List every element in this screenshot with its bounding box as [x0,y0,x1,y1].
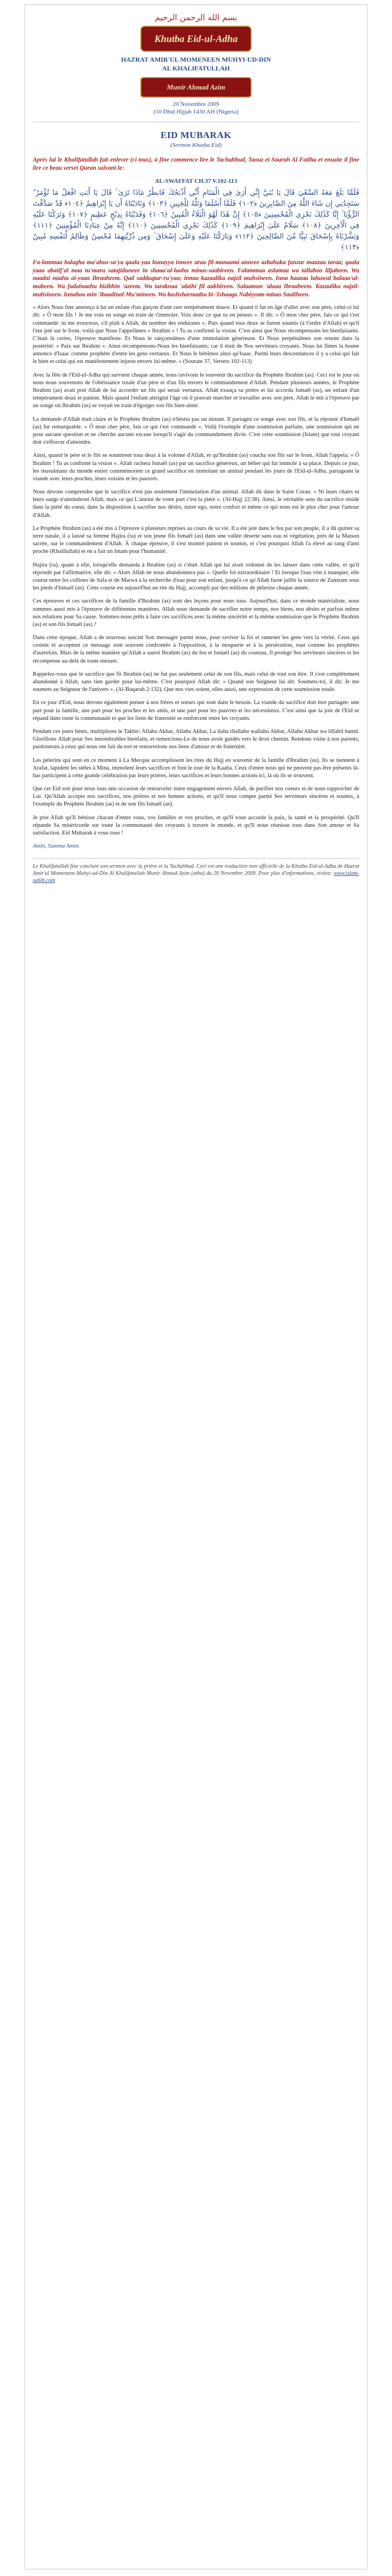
paragraph: Avec la fête de l'Eid-ul-Adha qui survient chaque année, nous ravivons le souvenir du sacrifice du Prophète Ibrahim (as). Ceci est le jour où nous nous souvenons de l'obéissance totale d'un père et d'un fils envers le commandement d'Allah. Pendant plusieurs années, le Prophète Ibrahim (as) avait prié Allah de lui accorder un fils qui serait vertueux. Allah exauça sa prière et lui accorda Ismaël (as), un enfant d'un tempérament doux et patient. Mais quand l'enfant atteignit l'âge où il pouvait marcher et travailler avec son père, Allah le mit à l'épreuve par un songe où Ibrahim (as) se voyait en train d'égorger son fils bien-aimé. [33,372,359,409]
paragraph: Hajira (ra), quant à elle, lorsqu'elle demanda à Ibrahim (as) si c'était Allah qui lui avait ordonné de les laisser dans cette vallée, et qu'il répondit par l'affirmative, elle dit: « Alors Allah ne nous abandonnera pas ». Quelle foi extraordinaire ! Et lorsque l'eau vint à manquer, elle courut entre les collines de Safa et de Marwa à la recherche d'eau pour son enfant, jusqu'à ce qu'Allah fasse jaillir la source de Zamzam sous les pieds d'Ismaël (as). Cette course est aujourd'hui un rite du Hajj, accompli par des millions de pèlerins chaque année. [33,562,359,592]
paragraph: Ainsi, quand le père et le fils se soumirent tous deux à la volonté d'Allah, et qu'Ibrahim (as) coucha son fils sur le front, Allah l'appela: « Ô Ibrahim ! Tu as confirmé la vision ». Allah racheta Ismaël (as) par un sacrifice généreux, un bélier qui fut immolé à sa place. Depuis ce jour, les musulmans du monde entier commémorent ce grand sacrifice en immolant un animal pendant les jours de l'Eid-ul-Adha, partageant la viande avec leurs proches, leurs voisins et les pauvres. [33,452,359,482]
arabic-verse: فَلَمَّا بَلَغَ مَعَهُ السَّعْيَ قَالَ يَا بُنَيَّ إِنِّي أَرَىٰ فِي الْمَنَامِ أَنِّي أَذْبَحُكَ فَانظُرْ مَاذَا تَرَىٰ ۚ قَالَ يَا أَبَتِ افْعَلْ مَا تُؤْمَرُ ۖ سَتَجِدُنِي إِن شَاءَ اللَّهُ مِنَ الصَّابِرِينَ ﴿١٠٢﴾ فَلَمَّا أَسْلَمَا وَتَلَّهُ لِلْجَبِينِ ﴿١٠٣﴾ وَنَادَيْنَاهُ أَن يَا إِبْرَاهِيمُ ﴿١٠٤﴾ قَدْ صَدَّقْتَ الرُّؤْيَا ۚ إِنَّا كَذَٰلِكَ نَجْزِي الْمُحْسِنِينَ ﴿١٠٥﴾ إِنَّ هَٰذَا لَهُوَ الْبَلَاءُ الْمُبِينُ ﴿١٠٦﴾ وَفَدَيْنَاهُ بِذِبْحٍ عَظِيمٍ ﴿١٠٧﴾ وَتَرَكْنَا عَلَيْهِ فِي الْآخِرِينَ ﴿١٠٨﴾ سَلَامٌ عَلَىٰ إِبْرَاهِيمَ ﴿١٠٩﴾ كَذَٰلِكَ نَجْزِي الْمُحْسِنِينَ ﴿١١٠﴾ إِنَّهُ مِنْ عِبَادِنَا الْمُؤْمِنِينَ ﴿١١١﴾ وَبَشَّرْنَاهُ بِإِسْحَاقَ نَبِيًّا مِّنَ الصَّالِحِينَ ﴿١١٢﴾ وَبَارَكْنَا عَلَيْهِ وَعَلَىٰ إِسْحَاقَ ۚ وَمِن ذُرِّيَّتِهِمَا مُحْسِنٌ وَظَالِمٌ لِّنَفْسِهِ مُبِينٌ ﴿١١٣﴾ [33,188,360,252]
verse-reference: AL-SWAFFAT CH.37 V.102-113 [155,177,237,184]
footer-link[interactable]: www.islam-sahih.com [33,870,359,884]
footer-text: Le Khalifatullah fine conclure son sermon avec la prière et la Tachahhud. Ceci est une traduction non officielle de la Khutba Eid-ul-Adha de Hazrat Amir'ul Momeneen Muhyi-ud-Din Al Khalifatullah Munir Ahmad Azim (atba) du 20 Novembre 2009. Pour plus d'informations, visitez: [33,863,359,877]
paragraph: Rappelez-vous que le sacrifice que fit Ibrahim (as) ne fut pas seulement celui de son fils, mais celui de tout son être. Il s'est complètement abandonné à Allah, sans rien garder pour lui-même. C'est pourquoi Allah dit: « Quand son Seigneur lui dit: Soumets-toi, il dit: Je me soumets au Seigneur de l'univers ». (Al-Baqarah 2:132). Que nos vies soient, elles aussi, une expression de cette soumission totale. [33,671,359,693]
paragraph: Les pèlerins qui sont en ce moment à La Mecque accomplissent les rites du Hajj en souvenir de la famille d'Ibrahim (as). Ils se tiennent à Arafat, lapident les stèles à Mina, immolent leurs sacrifices et font le tour de la Kaaba. Ceux d'entre nous qui ne peuvent pas être présents là-bas participent à cette grande célébration par leurs prières, leurs sacrifices et leurs bonnes actions ici, là où ils se trouvent. [33,757,359,779]
paragraph: Le Prophète Ibrahim (as) a été mis à l'épreuve à plusieurs reprises au cours de sa vie. Il a été jeté dans le feu par son peuple, il a dû quitter sa terre natale, il a laissé sa femme Hajira (ra) et son jeune fils Ismaël (as) dans une vallée déserte sans eau ni végétation, près de la Maison sacrée, sur le commandement d'Allah. À chaque épreuve, il s'est montré patient et soumis, et c'est pourquoi Allah l'a élevé au rang d'ami proche (Khalilullah) et en a fait un Imam pour l'humanité. [33,525,359,555]
bismillah: بسم الله الرحمن الرحيم [155,13,237,22]
paragraph: Dans cette époque, Allah a de nouveau suscité Son messager parmi nous, pour raviver la foi et ramener les gens vers la vérité. Ceux qui croient et acceptent ce message sont souvent confrontés à l'opposition, à la moquerie et à la persécution, tout comme les prophètes d'autrefois. Mais de la même manière qu'Allah a sauvé Ibrahim (as) du feu et Ismaël (as) du couteau, Il protège Ses serviteurs sincères et les récompense au-delà de toute mesure. [33,635,359,664]
intro-paragraph: Après lui le Khalifatullah fait enlever (ci tous), à fine commence lire le Tachahhud, Taouz et Sourah Al Fatiha et ensuite il fine lire ce beau verset Quran suivant le: [33,157,359,171]
paragraph: En ce jour d'Eid, nous devons également penser à nos frères et soeurs qui sont dans le besoin. La viande du sacrifice doit être partagée: une part pour la famille, une part pour les proches et les amis, et une part pour les pauvres et les nécessiteux. C'est ainsi que la joie de l'Eid se répand dans toute la communauté et que les liens de fraternité se renforcent entre les croyants. [33,700,359,721]
paragraph: Que cet Eid soit pour nous tous une occasion de renouveler notre engagement envers Allah, de purifier nos coeurs et de nous rapprocher de Lui. Qu'Allah accepte nos sacrifices, nos prières et nos bonnes actions, et qu'Il nous compte parmi Ses serviteurs sincères et soumis, à l'exemple du Prophète Ibrahim (as) et de son fils Ismaël (as). [33,786,359,808]
amin-text: Amin, Summa Amin. [33,843,80,850]
paragraph: Pendant ces jours bénis, multiplions le Takbir: Allahu Akbar, Allahu Akbar, La ilaha illallahu wallahu Akbar, Allahu Akbar wa lillahil hamd. Glorifions Allah pour Ses innombrables bienfaits, et remercions-Le de nous avoir guidés vers le droit chemin. Rendons visite à nos parents, pardonnons à ceux qui nous ont fait du tort et renouvelons nos liens d'amour et de fraternité. [33,728,359,750]
paragraph: « Alors Nous fine annonça à lui un enfant d'un garçon d'une rare tempérament douce. Et quand il fut en âge d'aller avec son père, celui-ci lui dit: « Ô mon fils ! Je me vois en songe en train de t'immoler. Vois donc ce que tu en penses ». Il dit: « Ô mon cher père, fais ce qui t'est commandé: tu me trouveras, s'il plaît à Allah, du nombre des endurants ». Puis quand tous deux se furent soumis (à l'ordre d'Allah) et qu'il l'eut jeté sur le front, voilà que Nous l'appelâmes « Ibrahim » ! Tu as confirmé la vision. C'est ainsi que Nous récompensons les bienfaisants. C'était là certes, l'épreuve manifeste. Et Nous le rançonnâmes d'une immolation généreuse. Et Nous perpétuâmes son renom dans la postérité: « Paix sur Ibrahim ». Ainsi récompensons-Nous les bienfaisants; car il était de Nos serviteurs croyants. Nous lui fîmes la bonne annonce d'Isaac comme prophète d'entre les gens vertueux. Et Nous le bénîmes ainsi qu'Isaac. Parmi leurs descendances il y a celui qui fait le bien et celui qui est manifestement injuste envers lui-même. » (Sourate 37, Versets 102-113) [33,305,359,365]
author-name: Munir Ahmad Azim [167,83,225,92]
transliteration: Fa-lammaa balagha ma'ahus-sa'ya qaala yaa bunayya inneee araa fil-manaami anneee azbahuka fanzur maazaa taraa; qaala yaaa abatif'al maa tu'maru satajiduneee in shaaa'al-laahu minas-saabireen. Falammaa aslamaa wa tallahoo liljabeen. Wa naadai naahu ai-yaaa Ibraaheem. Qad saddaqtar-ru'yaa; innaa kazaalika najzil muhsineen. Inna haazaa lahuwal balaaa'ul-mubeen. Wa fadainaahu bizibhin 'azeem. Wa taraknaa 'alaihi fil aakhireen. Salaamun 'alaaa Ibraaheem. Kazaalika najzil-muhsineen. Innahoo min 'ibaadinal-Mu'mineen. Wa bashsharnaahu bi-'Ishaaqa Nabiyyam-minas Saaliheen. [33,259,359,298]
page-subtitle: (Sermon Khutba Eid) [170,142,222,149]
footer-note [33,858,359,884]
title-banner-text: Khutba Eid-ul-Adha [154,33,238,44]
paragraph: Je prie Allah qu'Il bénisse chacun d'entre vous, vos familles et vos proches, et qu'Il vous accorde la paix, la santé et la prospérité. Qu'Il répande Sa miséricorde sur toute la communauté des croyants à travers le monde, et qu'Il nous réunisse tous dans Son amour et Sa satisfaction. Eid Mubarak à vous tous ! [33,814,359,837]
page-title: EID MUBARAK [161,130,231,141]
author-banner [140,77,252,98]
sermon-body [33,304,359,850]
article-frame [25,4,367,2569]
author-title [33,55,359,73]
gregorian-date: 20 Novembre 2009 [173,101,219,108]
hijri-date: (10 Dhul Hijjah 1430 AH (Nigeria) [153,109,239,116]
paragraph: La demande d'Allah était claire et le Prophète Ibrahim (as) n'hésita pas un instant. Il partagea ce songe avec son fils, et la réponse d'Ismaël (as) fut remarquable: « Ô mon cher père, fais ce qui t'est commandé ». Voilà l'exemple d'une soumission parfaite, une soumission qui ne pose aucune question et ne cherche aucune excuse lorsqu'il s'agit du commandement divin. C'est cette soumission (Islam) que tout croyant doit s'efforcer d'atteindre. [33,416,359,446]
paragraph: Ces épreuves et ces sacrifices de la famille d'Ibrahim (as) sont des leçons pour nous tous. Aujourd'hui, dans ce monde matérialiste, nous sommes aussi mis à l'épreuve de différentes manières. Allah nous demande de sacrifier notre temps, nos biens, nos désirs et parfois même nos relations pour Sa cause. Sommes-nous prêts à faire ces sacrifices avec la même sincérité et la même soumission que le Prophète Ibrahim (as) et son fils Ismaël (as) ? [33,598,359,628]
title-banner [140,26,252,52]
paragraph: Nous devons comprendre que le sacrifice n'est pas seulement l'immolation d'un animal. Allah dit dans le Saint Coran: « Ni leurs chairs ni leurs sangs n'atteindront Allah, mais ce qui L'atteint de votre part c'est la piété ». (Al-Hajj 22:38). Ainsi, le véritable sens du sacrifice réside dans la piété du coeur, dans la disposition à sacrifier nos désirs, notre ego, notre confort et même ce qui nous est le plus cher pour l'amour d'Allah. [33,489,359,518]
author-title-line: AL KHALIFATULLAH [162,64,230,73]
author-title-line: HAZRAT AMIR'UL MOMENEEN MUHYI-UD-DIN [121,56,271,63]
closing-prayer [33,843,359,850]
